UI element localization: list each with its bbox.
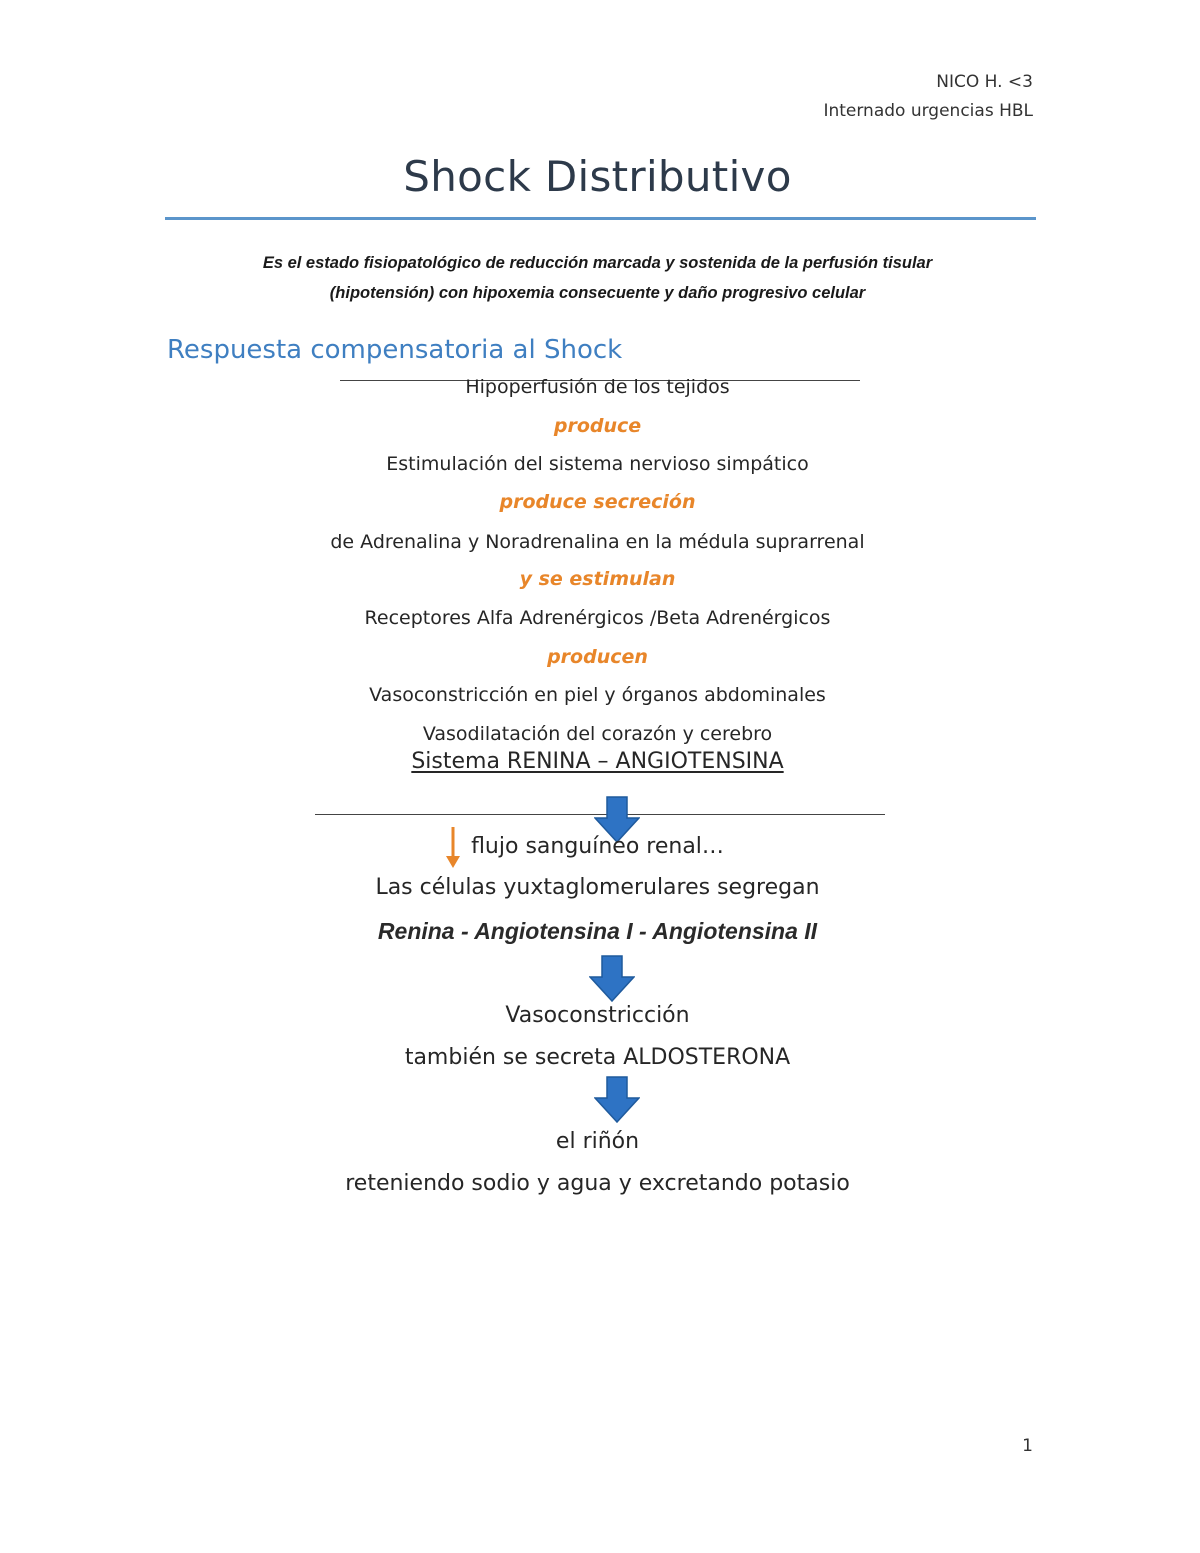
flow-step-estimulacion: Estimulación del sistema nervioso simpático xyxy=(386,453,809,475)
blue-down-arrow-icon xyxy=(589,955,635,1003)
page-number: 1 xyxy=(1022,1436,1033,1456)
definition-line-1: Es el estado fisiopatológico de reducción marcada y sostenida de la perfusión tisular xyxy=(262,254,933,272)
blue-down-arrow-icon xyxy=(594,1076,640,1124)
flow-step-vasodilatacion: Vasodilatación del corazón y cerebro xyxy=(422,723,773,745)
flow-connector-produce: produce xyxy=(553,415,642,437)
retencion-sodio-agua: reteniendo sodio y agua y excretando potasio xyxy=(345,1171,850,1196)
page-title: Shock Distributivo xyxy=(403,152,792,201)
flow-connector-producen: producen xyxy=(547,646,648,668)
flow-step-vasoconstriccion-piel: Vasoconstricción en piel y órganos abdominales xyxy=(369,684,826,706)
section-heading: Respuesta compensatoria al Shock xyxy=(167,335,623,365)
header-subtitle: Internado urgencias HBL xyxy=(823,101,1033,121)
secreta-aldosterona: también se secreta ALDOSTERONA xyxy=(404,1045,791,1070)
flujo-sanguineo-renal: flujo sanguíneo renal… xyxy=(471,834,724,859)
flow-step-adrenalina: de Adrenalina y Noradrenalina en la médula suprarrenal xyxy=(330,531,865,553)
renina-system-title: Sistema RENINA – ANGIOTENSINA xyxy=(411,749,784,774)
celulas-yuxtaglomerulares: Las células yuxtaglomerulares segregan xyxy=(375,875,820,900)
title-underline xyxy=(165,217,1036,220)
flow-connector-estimulan: y se estimulan xyxy=(519,568,676,590)
definition-line-2: (hipotensión) con hipoxemia consecuente y daño progresivo celular xyxy=(329,284,866,302)
vasoconstriccion: Vasoconstricción xyxy=(505,1003,690,1028)
header-author: NICO H. <3 xyxy=(936,72,1033,92)
renina-angiotensina-hormones: Renina - Angiotensina I - Angiotensina II xyxy=(377,918,818,944)
flow-connector-secrecion: produce secreción xyxy=(499,491,696,513)
flow-step-hipoperfusion: Hipoperfusión de los tejidos xyxy=(465,376,730,398)
el-rinon: el riñón xyxy=(555,1129,640,1154)
flow-step-receptores: Receptores Alfa Adrenérgicos /Beta Adrenérgicos xyxy=(364,607,831,629)
